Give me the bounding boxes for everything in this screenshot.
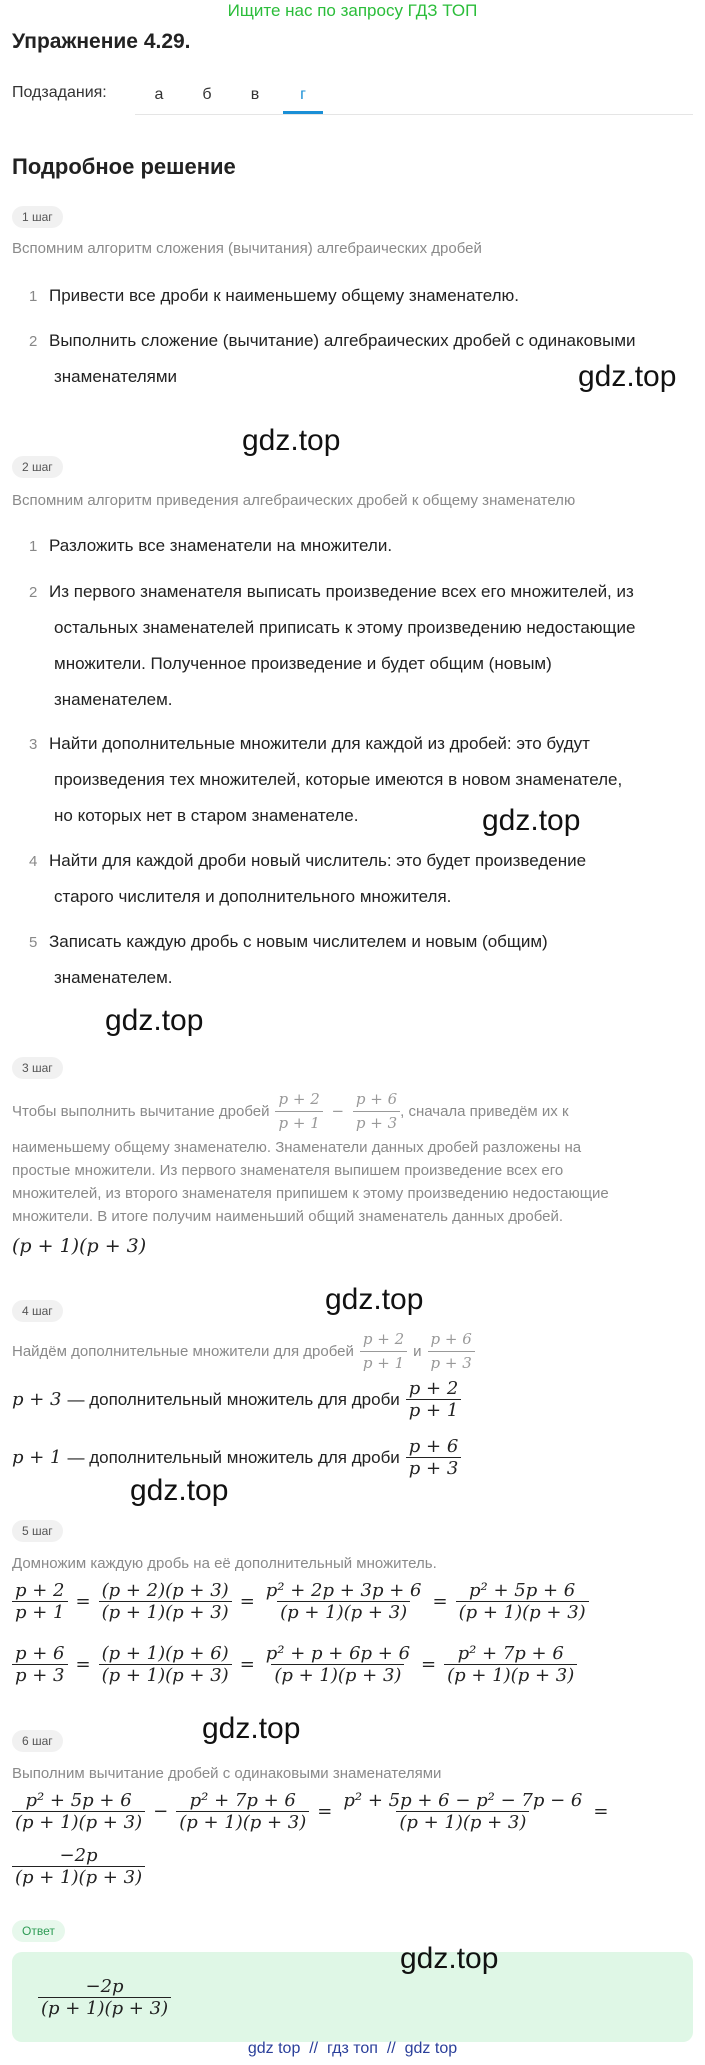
step-2-item-text: остальных знаменателей приписать к этому произведению недостающие <box>54 618 636 637</box>
step-2-item-num: 4 <box>29 853 38 870</box>
denominator: (p + 1)(p + 3) <box>271 1664 404 1686</box>
step-2-item-num: 3 <box>29 736 38 753</box>
numerator: p + 6 <box>408 1436 459 1457</box>
denominator: p + 3 <box>406 1457 462 1479</box>
step-2-intro: Вспомним алгоритм приведения алгебраических дробей к общему знаменателю <box>12 492 576 509</box>
answer-expression <box>38 1976 171 2019</box>
step-4-and: и <box>413 1343 422 1360</box>
denominator: (p + 1)(p + 3) <box>277 1601 410 1623</box>
equals-sign: = <box>432 1591 448 1612</box>
step-2-item-text: старого числителя и дополнительного множителя. <box>54 887 452 906</box>
fraction <box>12 1845 145 1888</box>
equals-sign: = <box>239 1591 255 1612</box>
step-2-item-text: Найти дополнительные множители для каждой из дробей: это будут <box>49 734 590 753</box>
denominator: (p + 1)(p + 3) <box>456 1601 589 1623</box>
step-2-item-text: произведения тех множителей, которые имеются в новом знаменателе, <box>54 770 623 789</box>
step-4-line-2 <box>12 1436 461 1479</box>
step-1-item-num: 2 <box>29 333 38 350</box>
step-1-item-text: знаменателями <box>54 367 178 386</box>
step-1-item-text: Выполнить сложение (вычитание) алгебраических дробей с одинаковыми <box>49 331 636 350</box>
fraction <box>340 1790 585 1833</box>
denominator: (p + 1)(p + 3) <box>444 1664 577 1686</box>
subtask-tabs <box>135 78 693 115</box>
step-3-text-after: , сначала приведём их к <box>400 1103 569 1120</box>
step-6-intro: Выполним вычитание дробей с одинаковыми знаменателями <box>12 1765 442 1782</box>
step-2-item-text: множители. Полученное произведение и будет общим (новым) <box>54 654 552 673</box>
step-2-item-text: но которых нет в старом знаменателе. <box>54 806 359 825</box>
watermark: gdz.top <box>242 424 341 457</box>
equals-sign: = <box>317 1801 333 1822</box>
fraction <box>38 1976 171 2019</box>
step-4-badge: 4 шаг <box>12 1300 63 1322</box>
denominator: (p + 1)(p + 3) <box>12 1811 145 1833</box>
fraction <box>176 1790 309 1833</box>
step-2-item-num: 2 <box>29 584 38 601</box>
step-6-result <box>12 1845 145 1888</box>
subtasks-label: Подзадания: <box>12 84 107 101</box>
denominator: p + 3 <box>428 1351 475 1375</box>
tab-a[interactable]: а <box>154 86 164 103</box>
watermark: gdz.top <box>578 360 677 393</box>
step-5-badge: 5 шаг <box>12 1520 63 1542</box>
step-1-item-num: 1 <box>29 288 38 305</box>
step-5-equation-1 <box>12 1580 589 1623</box>
step-2-badge: 2 шаг <box>12 456 63 478</box>
denominator: (p + 1)(p + 3) <box>99 1664 232 1686</box>
step-3-badge: 3 шаг <box>12 1057 63 1079</box>
numerator: p² + 5p + 6 − p² − 7p − 6 <box>343 1790 583 1811</box>
fraction <box>428 1328 475 1375</box>
common-denominator: (p + 1)(p + 3) <box>12 1235 147 1257</box>
denominator: p + 1 <box>360 1351 407 1375</box>
fraction <box>275 1088 322 1135</box>
numerator: p + 6 <box>430 1330 472 1348</box>
step-4-line-1-text: — дополнительный множитель для дроби <box>67 1389 400 1409</box>
step-5-intro: Домножим каждую дробь на её дополнительный множитель. <box>12 1555 437 1572</box>
fraction <box>263 1580 425 1623</box>
fraction-expr <box>406 1378 462 1421</box>
equals-sign: = <box>593 1801 609 1822</box>
fraction <box>456 1580 589 1623</box>
step-2-item-text: Найти для каждой дроби новый числитель: это будет произведение <box>49 851 587 870</box>
step-1-badge: 1 шаг <box>12 206 63 228</box>
equals-sign: = <box>75 1654 91 1675</box>
denominator: (p + 1)(p + 3) <box>38 1997 171 2019</box>
tab-g[interactable]: г <box>300 86 306 103</box>
numerator: p² + 7p + 6 <box>189 1790 296 1811</box>
step-3-line: наименьшему общему знаменателю. Знаменатели данных дробей разложены на <box>12 1139 582 1156</box>
step-4-line-1 <box>12 1378 461 1421</box>
step-6-badge: 6 шаг <box>12 1730 63 1752</box>
answer-badge: Ответ <box>12 1920 65 1942</box>
denominator: (p + 1)(p + 3) <box>176 1811 309 1833</box>
fraction <box>360 1328 407 1375</box>
fraction-expr <box>360 1328 407 1375</box>
step-3-text-before: Чтобы выполнить вычитание дробей <box>12 1103 270 1120</box>
tab-v[interactable]: в <box>250 86 260 103</box>
step-2-item-num: 5 <box>29 934 38 951</box>
fraction-expr <box>406 1436 462 1479</box>
numerator: p + 2 <box>278 1090 320 1108</box>
numerator: p² + 2p + 3p + 6 <box>265 1580 422 1601</box>
fraction <box>12 1643 68 1686</box>
step-3-text-first-line <box>12 1088 569 1135</box>
page-title: Упражнение 4.29. <box>12 30 191 53</box>
fraction <box>444 1643 577 1686</box>
numerator: p + 2 <box>15 1580 65 1601</box>
watermark: gdz.top <box>202 1712 301 1745</box>
step-1-item-text: Привести все дроби к наименьшему общему знаменателю. <box>49 286 520 305</box>
fraction <box>99 1643 232 1686</box>
numerator: p + 2 <box>408 1378 459 1399</box>
fraction <box>99 1580 232 1623</box>
step-2-item-text: Из первого знаменателя выписать произведение всех его множителей, из <box>49 582 634 601</box>
equals-sign: = <box>75 1591 91 1612</box>
numerator: p² + p + 6p + 6 <box>265 1643 411 1664</box>
watermark: gdz.top <box>400 1942 499 1975</box>
step-3-line: множителей, из второго знаменателя припишем к этому произведению недостающие <box>12 1185 609 1202</box>
denominator: p + 1 <box>12 1601 68 1623</box>
watermark: gdz.top <box>325 1283 424 1316</box>
equals-sign: = <box>421 1654 437 1675</box>
watermark: gdz.top <box>130 1474 229 1507</box>
numerator: p + 2 <box>362 1330 405 1348</box>
fraction-expr <box>428 1328 475 1375</box>
step-4-intro: Найдём дополнительные множители для дробей <box>12 1343 354 1360</box>
tab-b[interactable]: б <box>202 86 212 103</box>
step-2-item-text: знаменателем. <box>54 690 173 709</box>
denominator: (p + 1)(p + 3) <box>12 1866 145 1888</box>
denominator: p + 1 <box>275 1111 322 1135</box>
top-banner[interactable]: Ищите нас по запросу ГДЗ ТОП <box>227 1 478 20</box>
numerator: p² + 7p + 6 <box>457 1643 564 1664</box>
minus-sign: − <box>331 1101 345 1120</box>
equals-sign: = <box>239 1654 255 1675</box>
fraction-expr <box>275 1088 400 1135</box>
step-2-item-text: Разложить все знаменатели на множители. <box>49 536 393 555</box>
active-tab-indicator <box>283 111 323 114</box>
numerator: p + 6 <box>15 1643 65 1664</box>
step-3-line: простые множители. Из первого знаменателя выпишем произведение всех его <box>12 1162 564 1179</box>
fraction <box>406 1436 462 1479</box>
footer-links[interactable]: gdz top // гдз топ // gdz top <box>247 2040 458 2057</box>
step-4-line-2-text: — дополнительный множитель для дроби <box>67 1447 400 1467</box>
fraction <box>12 1580 68 1623</box>
numerator: p + 6 <box>355 1090 398 1108</box>
denominator: p + 3 <box>12 1664 68 1686</box>
step-6-equation <box>12 1790 616 1833</box>
factor: p + 1 <box>12 1447 62 1468</box>
step-1-intro: Вспомним алгоритм сложения (вычитания) алгебраических дробей <box>12 240 482 257</box>
numerator: p² + 5p + 6 <box>469 1580 576 1601</box>
fraction <box>406 1378 462 1421</box>
step-2-item-text: знаменателем. <box>54 968 173 987</box>
numerator: p² + 5p + 6 <box>25 1790 132 1811</box>
fraction <box>12 1790 145 1833</box>
watermark: gdz.top <box>105 1004 204 1037</box>
numerator: −2p <box>59 1845 98 1866</box>
step-5-equation-2 <box>12 1643 577 1686</box>
step-3-line: множители. В итоге получим наименьший общий знаменатель данных дробей. <box>12 1208 564 1225</box>
step-2-item-num: 1 <box>29 538 38 555</box>
fraction <box>263 1643 413 1686</box>
watermark: gdz.top <box>482 804 581 837</box>
section-title: Подробное решение <box>12 154 236 179</box>
minus-sign: − <box>153 1801 169 1822</box>
factor: p + 3 <box>12 1389 62 1410</box>
numerator: −2p <box>85 1976 124 1997</box>
denominator: p + 1 <box>406 1399 462 1421</box>
numerator: (p + 2)(p + 3) <box>101 1580 229 1601</box>
denominator: (p + 1)(p + 3) <box>99 1601 232 1623</box>
denominator: (p + 1)(p + 3) <box>396 1811 529 1833</box>
denominator: p + 3 <box>353 1111 400 1135</box>
fraction <box>353 1088 400 1135</box>
numerator: (p + 1)(p + 6) <box>101 1643 229 1664</box>
step-2-item-text: Записать каждую дробь с новым числителем и новым (общим) <box>49 932 548 951</box>
step-4-intro-row <box>12 1328 475 1375</box>
